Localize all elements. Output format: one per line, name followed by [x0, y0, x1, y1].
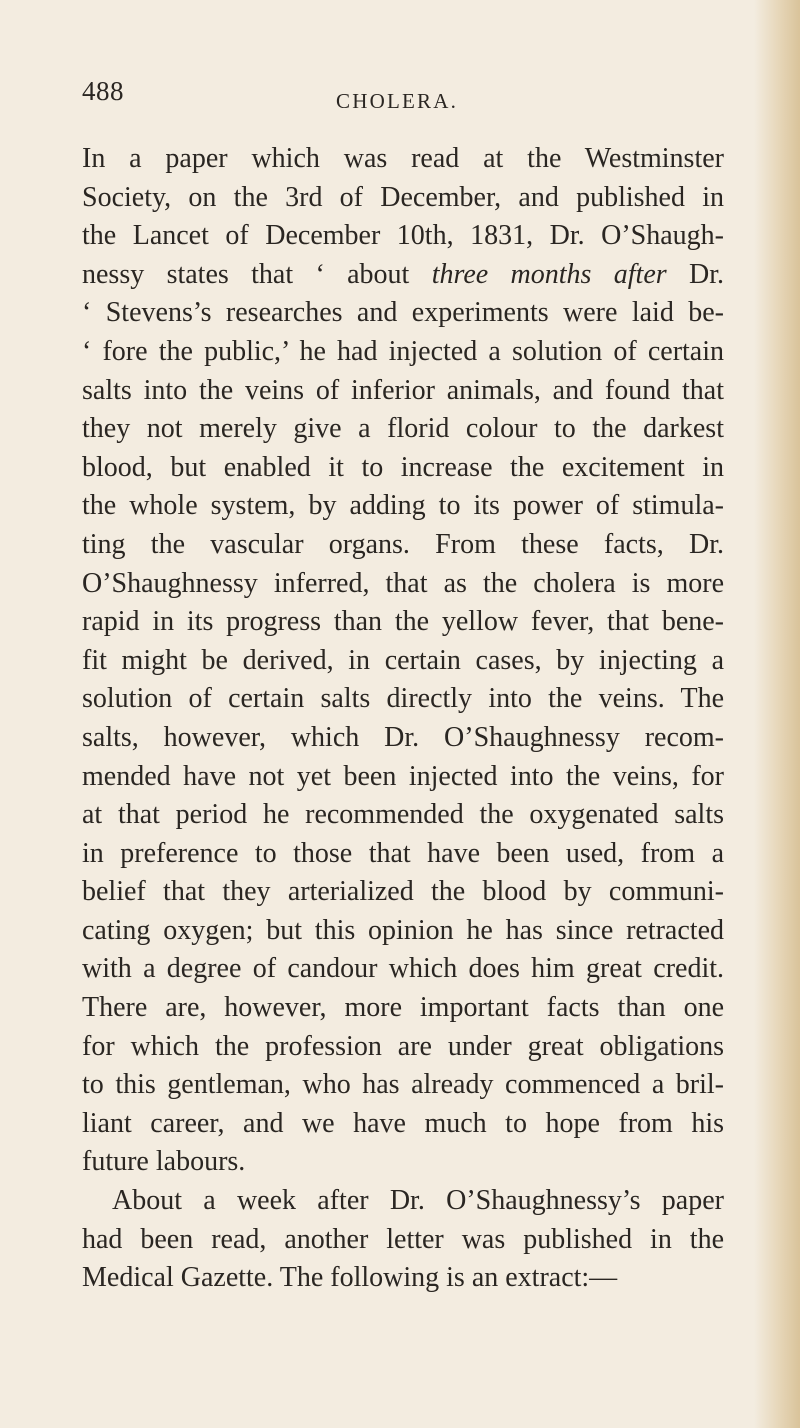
text-line: belief that they arterialized the blood by communi-: [82, 876, 724, 908]
text-line: There are, however, more important facts than one: [82, 992, 724, 1024]
text-segment: nessy states that ‘ about: [82, 258, 432, 290]
page-number: 488: [82, 76, 124, 106]
text-line: salts, however, which Dr. O’Shaughnessy recom-: [82, 721, 724, 753]
text-line: ‘ Stevens’s researches and experiments were laid be-: [82, 297, 724, 329]
text-line: O’Shaughnessy inferred, that as the cholera is more: [82, 567, 724, 599]
text-line: future labours.: [82, 1146, 246, 1178]
text-line: salts into the veins of inferior animals, and found that: [82, 374, 724, 406]
text-line: fit might be derived, in certain cases, by injecting a: [82, 644, 724, 676]
text-line: to this gentleman, who has already commenced a bril-: [82, 1069, 724, 1101]
text-line: the Lancet of December 10th, 1831, Dr. O’Shaugh-: [82, 220, 724, 252]
text-line: In a paper which was read at the Westminster: [82, 143, 724, 174]
text-line: ting the vascular organs. From these facts, Dr.: [82, 528, 724, 560]
page-header: [82, 76, 722, 116]
text-line: Society, on the 3rd of December, and published in: [82, 181, 724, 213]
page-edge-shading: [754, 0, 800, 1428]
text-line: with a degree of candour which does him great credit.: [82, 953, 724, 985]
body-text: [82, 140, 724, 1298]
text-segment: Dr.: [666, 258, 725, 290]
text-line: mended have not yet been injected into the veins, for: [82, 760, 724, 792]
text-line: had been read, another letter was published in the: [82, 1223, 724, 1255]
text-line: at that period he recommended the oxygenated salts: [82, 799, 724, 831]
text-line: cating oxygen; but this opinion he has since retracted: [82, 914, 724, 946]
running-head: CHOLERA.: [336, 89, 459, 113]
text-line: solution of certain salts directly into the veins. The: [82, 683, 724, 715]
text-line: liant career, and we have much to hope from his: [82, 1107, 724, 1139]
text-line: blood, but enabled it to increase the excitement in: [82, 451, 724, 483]
text-line: ‘ fore the public,’ he had injected a solution of certain: [82, 335, 724, 367]
text-line: Medical Gazette. The following is an extract:—: [82, 1262, 618, 1294]
text-line: the whole system, by adding to its power of stimula-: [82, 490, 724, 522]
italic-phrase: three months after: [431, 258, 667, 290]
text-line: [82, 256, 724, 295]
text-line: for which the profession are under great obligations: [82, 1030, 724, 1062]
text-line: rapid in its progress than the yellow fever, that bene-: [82, 606, 724, 638]
text-line: About a week after Dr. O’Shaughnessy’s paper: [112, 1185, 724, 1217]
text-line: in preference to those that have been used, from a: [82, 837, 724, 869]
text-line: they not merely give a florid colour to the darkest: [82, 413, 724, 445]
